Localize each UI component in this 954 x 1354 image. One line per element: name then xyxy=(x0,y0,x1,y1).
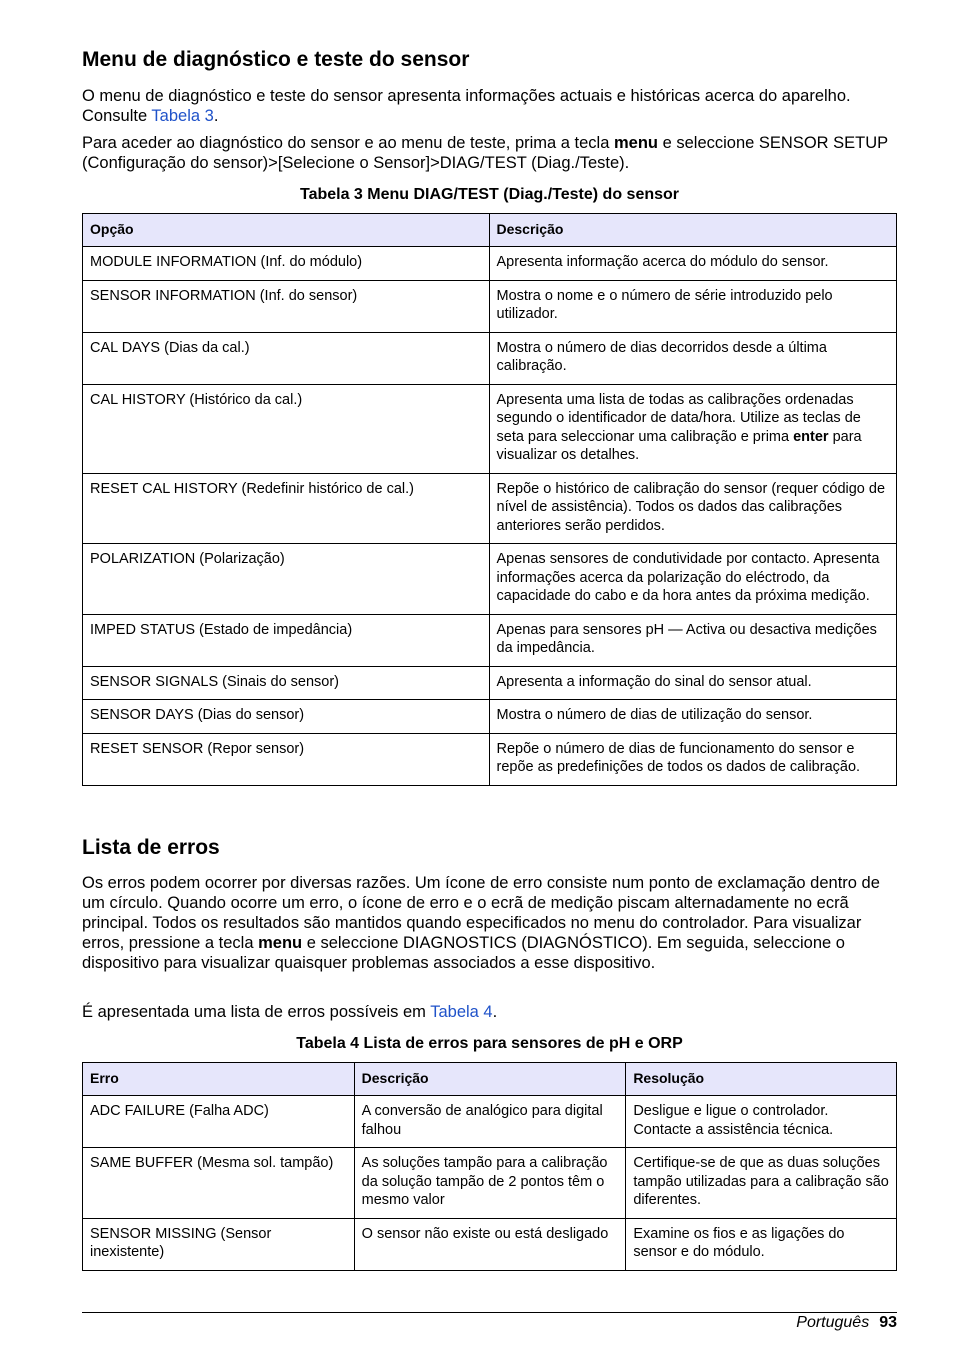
table-row: SAME BUFFER (Mesma sol. tampão) As soluções tampão para a calibração da solução tampão de 2 pontos têm o mesmo valor Certifique-se de que as duas soluções tampão utilizadas para a calibração são diferentes. xyxy=(83,1148,897,1219)
paragraph-access: Para aceder ao diagnóstico do sensor e ao menu de teste, prima a tecla menu e seleccione SENSOR SETUP (Configuração do sensor)>[Selecione o Sensor]>DIAG/TEST (Diag./Teste). xyxy=(82,134,888,172)
table-row: RESET SENSOR (Repor sensor) Repõe o número de dias de funcionamento do sensor e repõe as predefinições de todos os dados de calibração. xyxy=(83,733,897,785)
table-row: SENSOR MISSING (Sensor inexistente) O sensor não existe ou está desligado Examine os fios e as ligações do sensor e do módulo. xyxy=(83,1218,897,1270)
table-row: IMPED STATUS (Estado de impedância) Apenas para sensores pH — Activa ou desactiva medições da impedância. xyxy=(83,614,897,666)
table-header-row xyxy=(83,214,897,247)
header-description: Descrição xyxy=(489,214,897,247)
page-number: 93 xyxy=(879,1314,897,1331)
table-header-row xyxy=(83,1063,897,1096)
section-title-errors: Lista de erros xyxy=(82,836,220,859)
table-row: MODULE INFORMATION (Inf. do módulo) Apresenta informação acerca do módulo do sensor. xyxy=(83,247,897,281)
paragraph-errors: Os erros podem ocorrer por diversas razões. Um ícone de erro consiste num ponto de exclamação dentro de um círculo. Quando ocorre um erro, o ícone de erro e o ecrã de medição piscam alternadamente no ecrã principal. Todos os resultados são mantidos quando especificados no menu do controlador. Para visualizar erros, pressione a tecla menu e seleccione DIAGNOSTICS (DIAGNÓSTICO). Em seguida, seleccione o dispositivo para visualizar quaisquer problemas associados a esse dispositivo. xyxy=(82,874,880,972)
table-4-caption: Tabela 4 Lista de erros para sensores de pH e ORP xyxy=(296,1035,683,1052)
header-option: Opção xyxy=(83,214,490,247)
table-errors xyxy=(82,1062,897,1271)
link-tabela-4[interactable]: Tabela 4 xyxy=(430,1003,493,1021)
paragraph-intro: O menu de diagnóstico e teste do sensor apresenta informações actuais e históricas acerca do aparelho. Consulte Tabela 3. xyxy=(82,87,851,125)
table-row: POLARIZATION (Polarização) Apenas sensores de condutividade por contacto. Apresenta informações acerca da polarização do eléctrodo, da capacidade do cabo e da hora antes da próxima medição. xyxy=(83,544,897,615)
header-description: Descrição xyxy=(354,1063,626,1096)
table-row: SENSOR INFORMATION (Inf. do sensor) Mostra o nome e o número de série introduzido pelo utilizador. xyxy=(83,280,897,332)
table-row: CAL HISTORY (Histórico da cal.) Apresenta uma lista de todas as calibrações ordenadas segundo o identificador de data/hora. Utilize as teclas de seta para seleccionar uma calibração e prima enter para visualizar os detalhes. xyxy=(83,384,897,473)
table-row: ADC FAILURE (Falha ADC) A conversão de analógico para digital falhou Desligue e ligue o controlador. Contacte a assistência técnica. xyxy=(83,1096,897,1148)
footer-divider xyxy=(82,1312,897,1313)
table-row: CAL DAYS (Dias da cal.) Mostra o número de dias decorridos desde a última calibração. xyxy=(83,332,897,384)
paragraph-errors-list: É apresentada uma lista de erros possíveis em Tabela 4. xyxy=(82,1003,498,1021)
table-row: RESET CAL HISTORY (Redefinir histórico de cal.) Repõe o histórico de calibração do sensor (requer código de nível de assistência). Todos os dados das calibrações anteriores serão perdidos. xyxy=(83,473,897,544)
header-error: Erro xyxy=(83,1063,355,1096)
table-row: SENSOR SIGNALS (Sinais do sensor) Apresenta a informação do sinal do sensor atual. xyxy=(83,666,897,700)
page-footer xyxy=(796,1313,897,1333)
table-3-caption: Tabela 3 Menu DIAG/TEST (Diag./Teste) do sensor xyxy=(299,186,680,203)
header-resolution: Resolução xyxy=(626,1063,897,1096)
section-title-diagnostics: Menu de diagnóstico e teste do sensor xyxy=(82,48,470,71)
table-diag-test xyxy=(82,213,897,786)
link-tabela-3[interactable]: Tabela 3 xyxy=(151,107,214,125)
table-row: SENSOR DAYS (Dias do sensor) Mostra o número de dias de utilização do sensor. xyxy=(83,700,897,734)
footer-language: Português xyxy=(796,1314,870,1331)
